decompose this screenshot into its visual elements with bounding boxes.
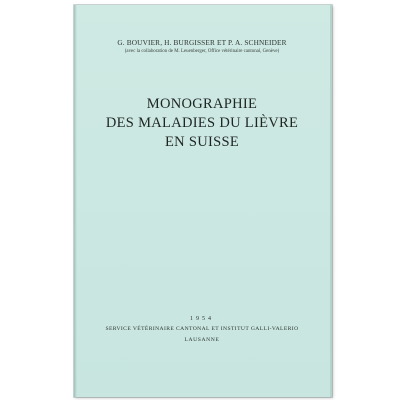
title-line-1: MONOGRAPHIE xyxy=(146,96,258,112)
title-line-2: DES MALADIES DU LIÈVRE xyxy=(105,115,299,131)
publication-year: 1954 xyxy=(190,316,214,322)
authors-line: G. BOUVIER, H. BURGISSER ET P. A. SCHNEIDER xyxy=(117,38,287,47)
book-title xyxy=(74,95,330,152)
book-cover xyxy=(74,5,332,397)
collaboration-note: (avec la collaboration de M. Leuenberger, Office vétérinaire cantonal, Genève) xyxy=(124,49,280,54)
publisher-line: SERVICE VÉTÉRINAIRE CANTONAL ET INSTITUT GALLI-VALERIO xyxy=(105,326,299,332)
title-line-3: EN SUISSE xyxy=(164,134,239,150)
publication-city: LAUSANNE xyxy=(184,337,220,343)
